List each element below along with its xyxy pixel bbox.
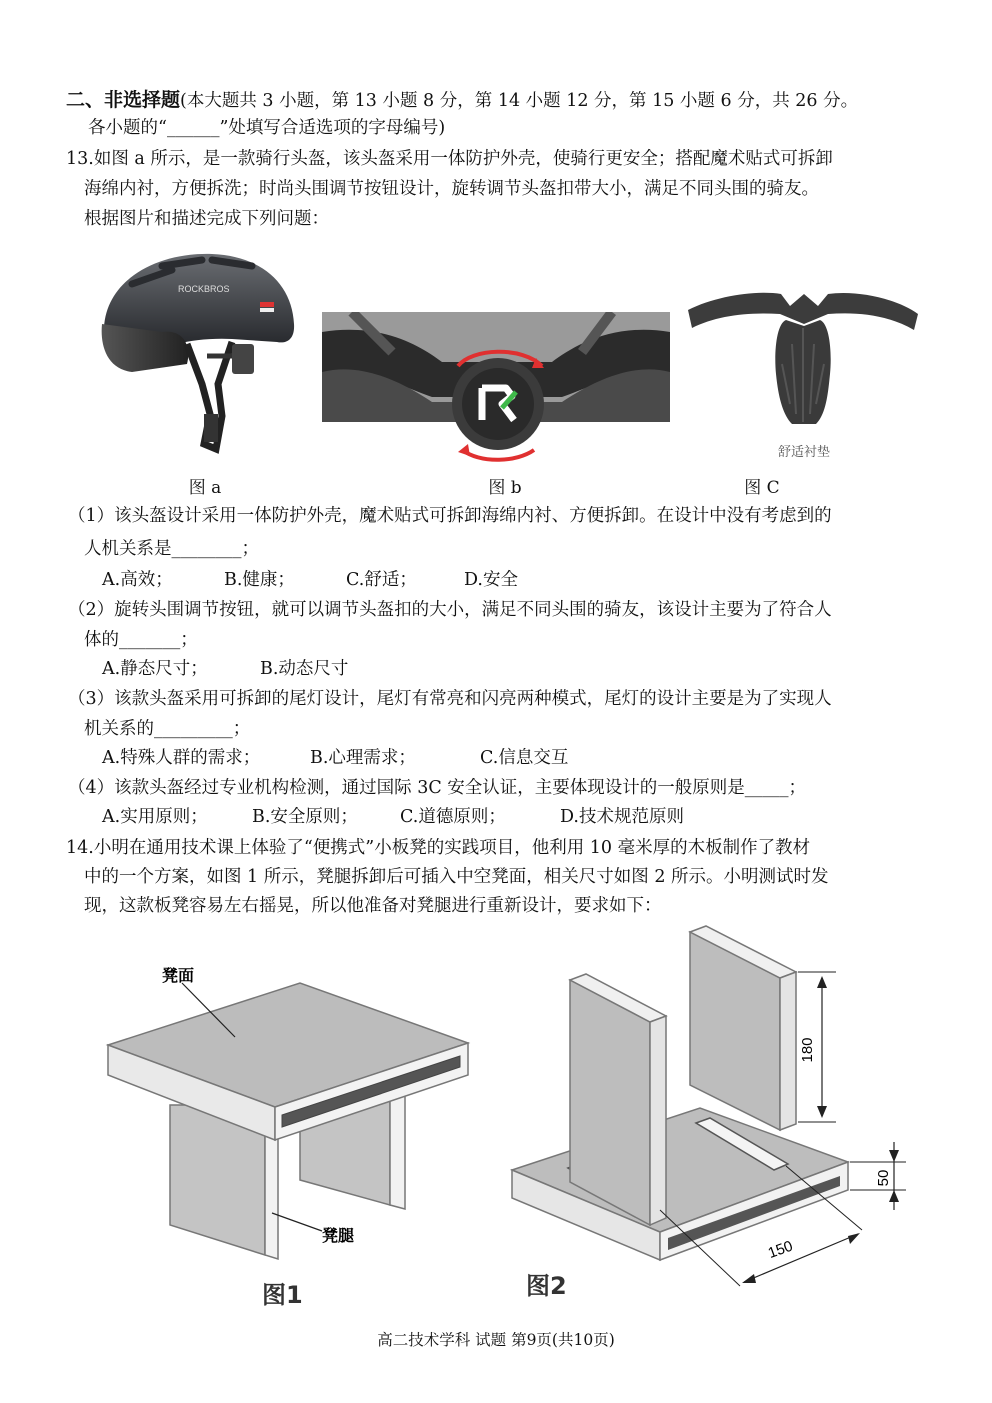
dim-180: 180 xyxy=(799,1037,816,1063)
section-note: (本大题共 3 小题，第 13 小题 8 分，第 14 小题 12 分，第 15 小题 6 分，共 26 分。 xyxy=(180,91,859,111)
q13-sub3-option-c: C.信息交互 xyxy=(480,748,569,768)
q13-sub4-option-c: C.道德原则； xyxy=(400,807,506,827)
pad-figure-c xyxy=(686,284,922,464)
q13-sub3-line-1: （3）该款头盔采用可拆卸的尾灯设计，尾灯有常亮和闪亮两种模式，尾灯的设计主要是为了实现人 xyxy=(68,689,832,709)
q13-sub2-options xyxy=(102,657,348,681)
helmet-figure-a xyxy=(92,244,302,464)
q13-sub1-options xyxy=(102,568,518,592)
q13-sub1-option-c: C.舒适； xyxy=(346,570,417,590)
q13-sub3-option-a: A.特殊人群的需求； xyxy=(102,748,261,768)
q14-line-2: 中的一个方案，如图 1 所示，凳腿拆卸后可插入中空凳面，相关尺寸如图 2 所示。小明测试时发 xyxy=(84,867,829,887)
q13-sub2-option-b: B.动态尺寸 xyxy=(260,659,349,679)
q13-sub3-options xyxy=(102,746,568,770)
q13-sub2-option-a: A.静态尺寸； xyxy=(102,659,208,679)
fig-b-caption: 图 b xyxy=(488,478,522,498)
q14-line-1: 14.小明在通用技术课上体验了“便携式”小板凳的实践项目，他利用 10 毫米厚的木板制作了教材 xyxy=(66,838,811,858)
q13-line-1: 13.如图 a 所示，是一款骑行头盔，该头盔采用一体防护外壳，使骑行更安全；搭配魔术贴式可拆卸 xyxy=(66,149,833,169)
q13-sub2-line-2: 体的_______； xyxy=(84,630,198,650)
fig-c-caption: 图 C xyxy=(744,478,780,498)
q13-line-2: 海绵内衬，方便拆洗；时尚头围调节按钮设计，旋转调节头盔扣带大小，满足不同头围的骑友。 xyxy=(84,179,819,199)
section-heading: 二、非选择题 xyxy=(66,89,181,111)
q13-sub1-option-b: B.健康； xyxy=(224,570,295,590)
dim-50: 50 xyxy=(875,1169,892,1187)
dim-150: 150 xyxy=(765,1237,796,1263)
q13-sub4-option-d: D.技术规范原则 xyxy=(560,807,684,827)
q13-sub2-line-1: （2）旋转头围调节按钮，就可以调节头盔扣的大小，满足不同头围的骑友，该设计主要为了符合人 xyxy=(68,600,832,620)
pad-label: 舒适衬垫 xyxy=(777,445,831,460)
q13-sub1-option-a: A.高效； xyxy=(102,570,173,590)
q13-sub4-line-1: （4）该款头盔经过专业机构检测，通过国际 3C 安全认证，主要体现设计的一般原则是_____； xyxy=(68,778,807,798)
knob-figure-b xyxy=(322,312,670,464)
q13-sub1-line-1: （1）该头盔设计采用一体防护外壳，魔术贴式可拆卸海绵内衬、方便拆卸。在设计中没有考虑到的 xyxy=(68,506,832,526)
q13-sub3-option-b: B.心理需求； xyxy=(310,748,416,768)
stool-figure-2 xyxy=(500,920,920,1315)
fig1-caption: 图1 xyxy=(262,1281,303,1309)
section-note-2: 各小题的“______”处填写合适选项的字母编号) xyxy=(88,118,446,138)
q13-sub4-option-a: A.实用原则； xyxy=(102,807,208,827)
section-heading-line xyxy=(66,88,858,113)
fig1-label-leg: 凳腿 xyxy=(322,1226,355,1245)
q13-sub4-options xyxy=(102,805,684,829)
page-footer: 高二技术学科 试题 第9页(共10页) xyxy=(377,1331,615,1349)
q13-sub1-line-2: 人机关系是________； xyxy=(84,539,259,559)
fig2-caption: 图2 xyxy=(526,1272,567,1300)
q13-sub4-option-b: B.安全原则； xyxy=(252,807,358,827)
fig1-label-seat: 凳面 xyxy=(162,966,195,985)
stool-figure-1 xyxy=(100,955,480,1315)
helmet-brand: ROCKBROS xyxy=(178,284,230,294)
q14-line-3: 现，这款板凳容易左右摇晃，所以他准备对凳腿进行重新设计，要求如下： xyxy=(84,896,662,916)
q13-sub1-option-d: D.安全 xyxy=(464,570,518,590)
fig-a-caption: 图 a xyxy=(188,478,222,498)
q13-sub3-line-2: 机关系的_________； xyxy=(84,719,251,739)
q13-line-3: 根据图片和描述完成下列问题： xyxy=(84,209,329,229)
